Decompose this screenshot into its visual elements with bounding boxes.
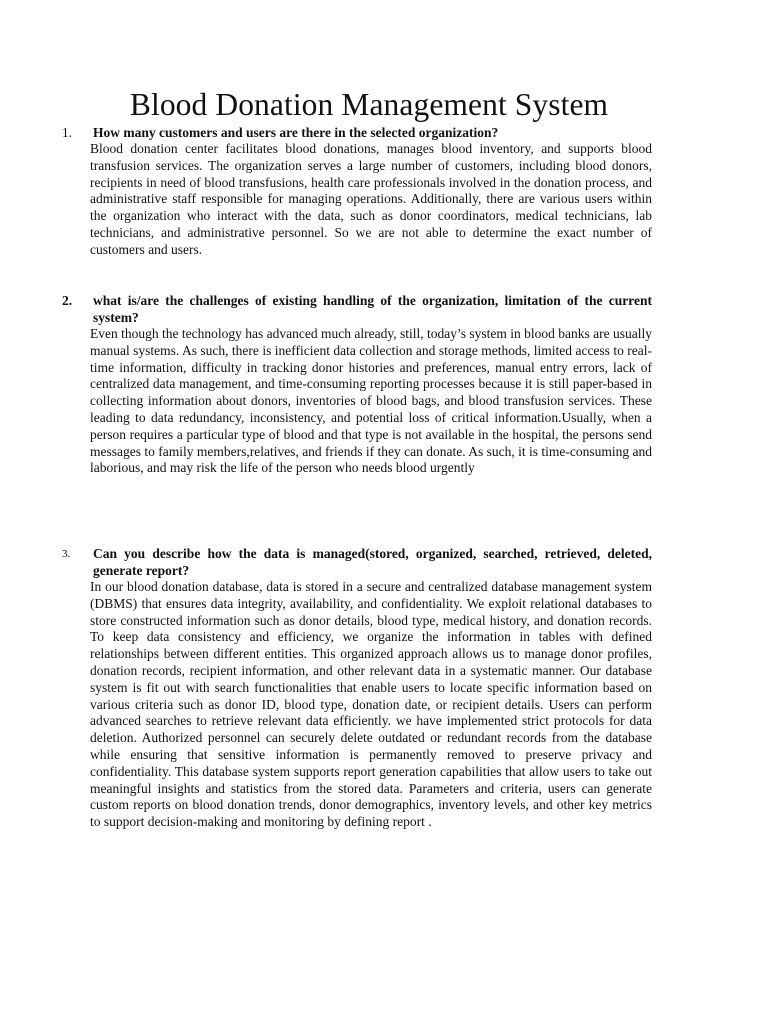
question-number-2: 2. [62,293,73,308]
question-row-2 [62,292,652,326]
question-number-3: 3. [62,548,71,560]
question-section-2 [62,292,652,477]
document-title: Blood Donation Management System [129,87,609,122]
question-section-1 [62,124,652,259]
answer-paragraph-2: Even though the technology has advanced much already, still, today’s system in blood banks are usually manual systems. As such, there is inefficient data collection and storage methods, limited access to real-time information, difficulty in tracking donor histories and preferences, manual entry errors, lack of centralized data management, and time-consuming reporting processes because it is still paper-based in collecting information about donors, inventories of blood bags, and blood transfusion services. These leading to data redundancy, inconsistency, and potential loss of critical information.Usually, when a person requires a particular type of blood and that type is not available in the hospital, the persons send messages to family members,relatives, and friends if they can donate. As such, it is time-consuming and laborious, and may risk the life of the person who needs blood urgently [90,326,652,476]
question-row-1 [62,124,652,141]
question-heading-2: what is/are the challenges of existing handling of the organization, limitation of the current system? [93,293,652,325]
answer-paragraph-3: In our blood donation database, data is stored in a secure and centralized database management system (DBMS) that ensures data integrity, availability, and confidentiality. We exploit relational databases to store constructed information such as donor details, blood type, medical history, and donation records. To keep data consistency and efficiency, we organize the information in tables with defined relationships between different entities. This organized approach allows us to manage donor profiles, donation records, recipient information, and other relevant data in a systematic manner. Our database system is fit out with search functionalities that enable users to locate specific information based on various criteria such as donor ID, blood type, donation date, or recipient details. Users can perform advanced searches to retrieve relevant data efficiently. we have implemented strict protocols for data deletion. Authorized personnel can securely delete outdated or redundant records from the database while ensuring that sensitive information is permanently removed to preserve privacy and confidentiality. This database system supports report generation capabilities that allow users to take out meaningful insights and statistics from the stored data. Parameters and criteria, users can generate custom reports on blood donation trends, donor demographics, inventory levels, and other key metrics to support decision-making and monitoring by defining report . [90,579,652,830]
answer-paragraph-1: Blood donation center facilitates blood donations, manages blood inventory, and supports blood transfusion services. The organization serves a large number of customers, including blood donors, recipients in need of blood transfusions, health care professionals involved in the donation process, and administrative staff responsible for managing operations. Additionally, there are various users within the organization who interact with the data, such as donor coordinators, medical technicians, lab technicians, and administrative personnel. So we are not able to determine the exact number of customers and users. [90,141,652,257]
question-section-3 [62,545,652,831]
question-row-3 [62,545,652,579]
question-heading-3: Can you describe how the data is managed(stored, organized, searched, retrieved, deleted, generate report? [93,546,652,578]
question-number-1: 1. [62,125,72,140]
question-heading-1: How many customers and users are there in the selected organization? [93,125,499,140]
